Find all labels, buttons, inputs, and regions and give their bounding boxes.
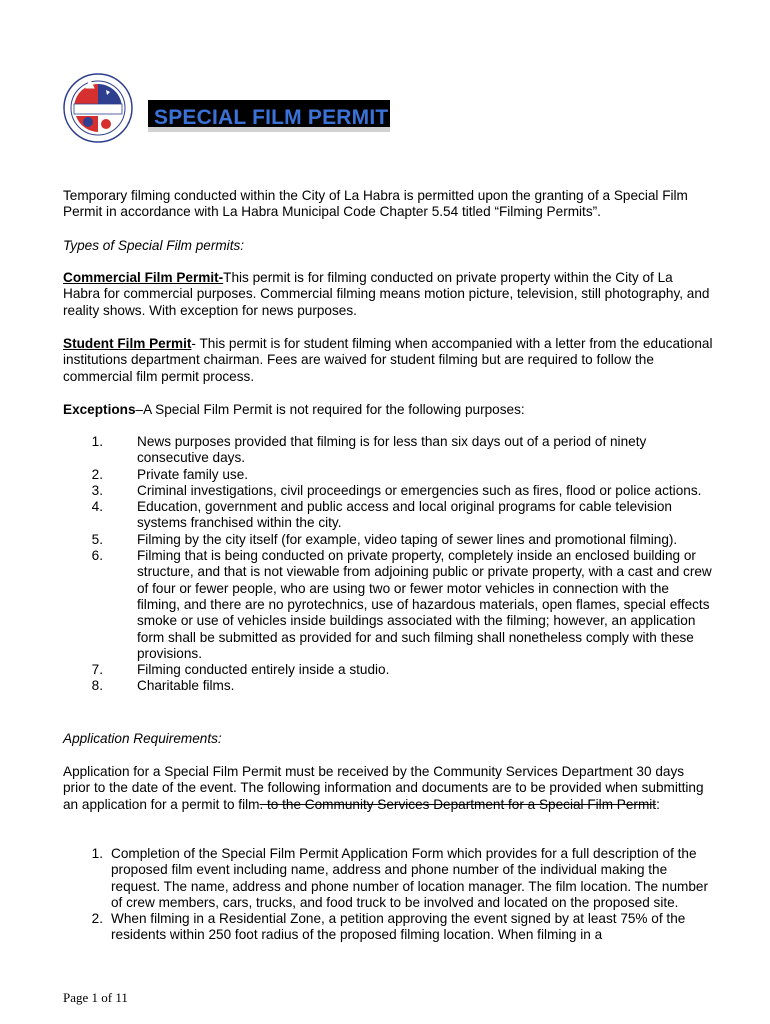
student-text: - This permit is for student filming when accompanied with a letter from the educational institutions department chairman. Fees are waived for student filming but are required to follow the commercial film permit process. <box>63 336 713 384</box>
list-item: 8. Charitable films. <box>91 678 235 694</box>
list-item: 4. Education, government and public access and local original programs for cable television systems franchised within the city. <box>91 499 672 531</box>
application-requirements-paragraph: Application for a Special Film Permit must be received by the Community Services Department 30 days prior to the date of the event. The following information and documents are to be provided when submitting an application for a permit to film. to the Community Services Department for a Special Film Permit: <box>63 764 704 812</box>
list-item: 2. When filming in a Residential Zone, a petition approving the event signed by at least 75% of the residents within 250 foot radius of the proposed filming location. When filming in a <box>91 911 686 943</box>
list-item: 1. Completion of the Special Film Permit Application Form which provides for a full description of the proposed film event including name, address and phone number of the individual making the request. The name, address and phone number of location manager. The film location. The number of crew members, cars, trucks, and food truck to be involved and located on the proposed site. <box>91 846 708 910</box>
commercial-text: This permit is for filming conducted on private property within the City of La Habra for commercial purposes. Commercial filming means motion picture, television, still photography, and reality shows. With exception for news purposes. <box>63 270 710 318</box>
student-label: Student Film Permit <box>63 336 192 351</box>
application-requirements-heading: Application Requirements: <box>63 731 222 746</box>
list-item: 3. Criminal investigations, civil proceedings or emergencies such as fires, flood or police actions. <box>91 482 702 498</box>
list-item: 1. News purposes provided that filming is for less than six days out of a period of ninety consecutive days. <box>91 434 647 466</box>
commercial-paragraph <box>63 270 713 319</box>
types-heading: Types of Special Film permits: <box>63 238 245 253</box>
list-item: 2. Private family use. <box>91 466 249 482</box>
struck-text: . to the Community Services Department for a Special Film Permit <box>259 796 657 812</box>
exceptions-paragraph <box>63 402 713 418</box>
list-item: 7. Filming conducted entirely inside a studio. <box>91 662 390 678</box>
exceptions-label: Exceptions <box>63 402 136 417</box>
exceptions-text: –A Special Film Permit is not required for the following purposes: <box>135 402 525 417</box>
exceptions-list <box>63 434 713 695</box>
list-item: 5. Filming by the city itself (for example, video taping of sewer lines and promotional filming). <box>91 531 678 547</box>
list-item: 6. Filming that is being conducted on private property, completely inside an enclosed building or structure, and that is not viewable from adjoining public or private property, with a cast and crew of four or fewer people, who are using two or fewer motor vehicles in connection with the filming, and there are no pyrotechnics, use of hazardous materials, open flames, special effects smoke or use of vehicles inside buildings associated with the filming; however, an application form shall be submitted as provided for and such filming shall nonetheless comply with these provisions. <box>91 548 712 661</box>
title-banner <box>108 100 390 132</box>
student-paragraph <box>63 336 713 385</box>
page-number-footer: Page 1 of 11 <box>63 990 128 1005</box>
intro-paragraph: Temporary filming conducted within the City of La Habra is permitted upon the granting of a Special Film Permit in accordance with La Habra Municipal Code Chapter 5.54 titled “Filming Permits”. <box>63 188 688 220</box>
page-title: SPECIAL FILM PERMIT <box>154 106 389 129</box>
commercial-label: Commercial Film Permit- <box>63 270 224 285</box>
requirements-list <box>63 846 711 944</box>
